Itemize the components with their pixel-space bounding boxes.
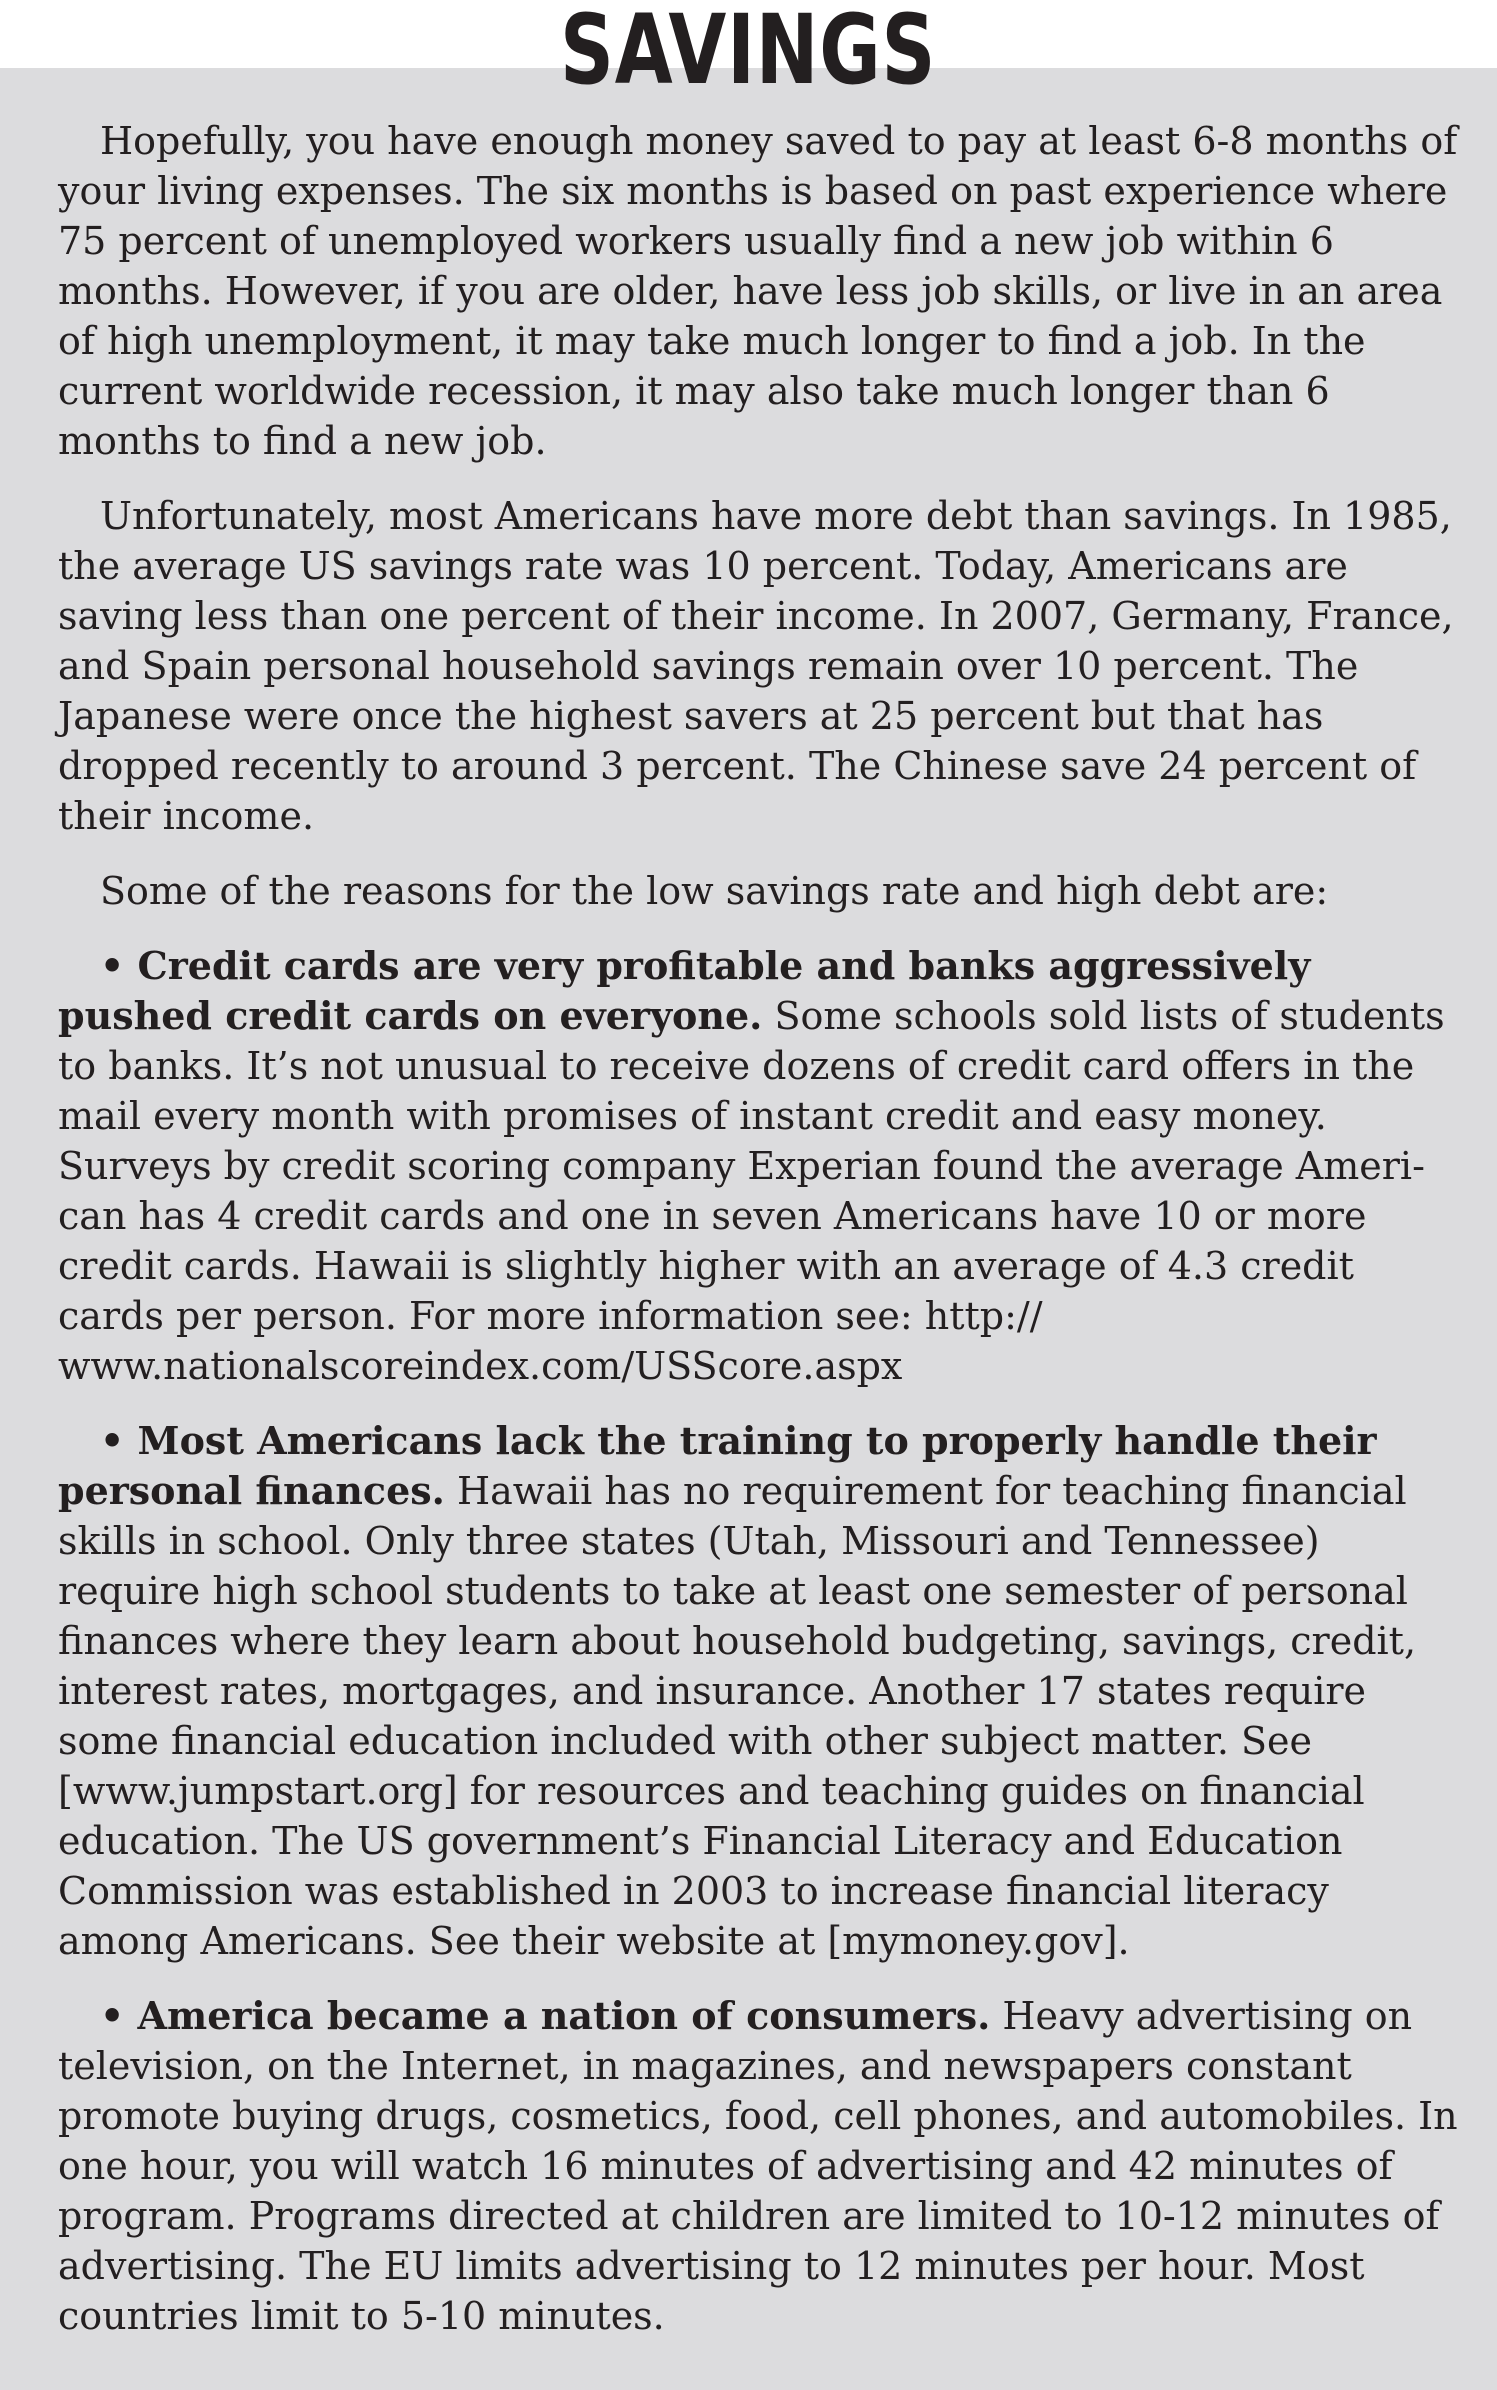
intro-paragraph: Hopefully, you have enough money saved to pay at least 6-8 months of your living expenses. The six months is based on past experience where 75 percent of unemployed workers usually find a new job within 6 months. However, if you are older, have less job skills, or live in an area of high unemployment, it may take much longer to find a job. In the current worldwide recession, it may also take much longer than 6 months to find a new job. [58, 119, 1458, 463]
bullet-heading: • America became a nation of consumers. [100, 1993, 991, 2038]
bullet-heading: • Most Americans lack the training to properly handle their personal finances. [58, 1418, 1377, 1513]
bullet-body: Some schools sold lists of students to banks. It’s not unusual to receive dozens of credit card offers in the mail every month with promises of instant credit and easy money. Surveys by credit scoring company Experian found the average Ameri-can has 4 credit cards and one in seven Americans have 10 or more credit cards. Hawaii is slightly higher with an average of 4.3 credit cards per person. For more information see: http:// www.nationalscoreindex.com/USScore.aspx [58, 994, 1445, 1388]
page-title [0, 0, 1497, 106]
bullet-body: Hawaii has no requirement for teaching financial skills in school. Only three states (Utah, Missouri and Tennessee) require high school students to take at least one semester of personal finances where they learn about household budgeting, savings, credit, interest rates, mortgages, and insurance. Another 17 states require some financial education included with other subject matter. See [www.jumpstart.org] for resources and teaching guides on financial education. The US government’s Financial Literacy and Education Commission was established in 2003 to increase financial literacy among Americans. See their website at [mymoney.gov]. [58, 1469, 1417, 1963]
bullet-financial-training [58, 1416, 1458, 1966]
reasons-intro: Some of the reasons for the low savings rate and high debt are: [100, 869, 1329, 913]
bullet-consumers [58, 1991, 1458, 2341]
bullet-heading: • Credit cards are very profitable and banks aggressively pushed credit cards on everyone. [58, 943, 1311, 1038]
article-body [58, 116, 1458, 2366]
bullet-credit-cards [58, 941, 1458, 1391]
page-title-text: SAVINGS [560, 0, 937, 106]
debt-paragraph: Unfortunately, most Americans have more debt than savings. In 1985, the average US savings rate was 10 percent. Today, Americans are saving less than one percent of their income. In 2007, Germany, France, and Spain personal household savings remain over 10 percent. The Japanese were once the highest savers at 25 percent but that has dropped recently to around 3 percent. The Chinese save 24 percent of their income. [58, 494, 1454, 838]
bullet-body: Heavy advertising on television, on the Internet, in magazines, and newspapers constant promote buying drugs, cosmetics, food, cell phones, and automobiles. In one hour, you will watch 16 minutes of advertising and 42 minutes of program. Programs directed at children are limited to 10-12 minutes of advertising. The EU limits advertising to 12 minutes per hour. Most countries limit to 5-10 minutes. [58, 1994, 1458, 2338]
